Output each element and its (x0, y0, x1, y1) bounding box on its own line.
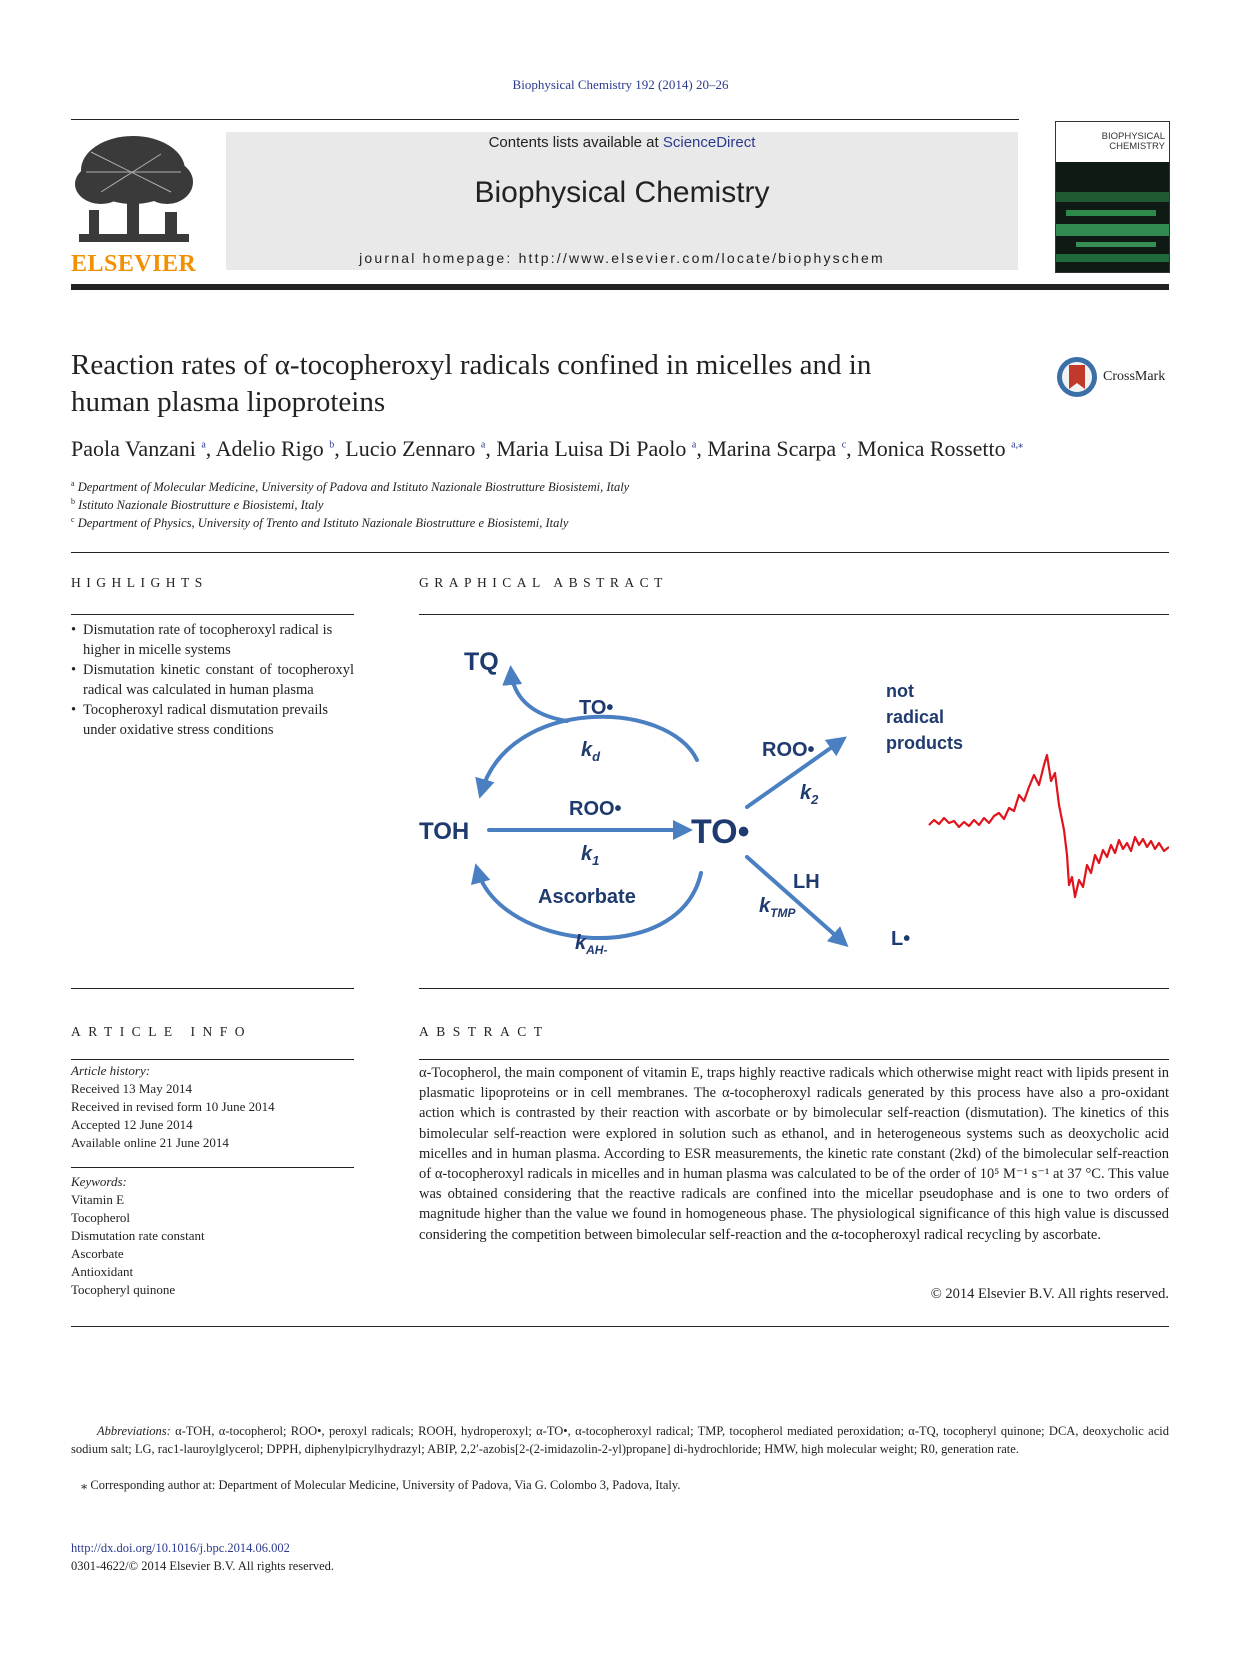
keyword: Tocopheryl quinone (71, 1282, 176, 1297)
author[interactable]: Monica Rossetto $^{a,⁎}$ (857, 436, 1024, 461)
author[interactable]: Marina Scarpa $^c$ (707, 436, 847, 461)
author[interactable]: Adelio Rigo $^b$ (215, 436, 335, 461)
label-to-main: TO• (691, 813, 750, 851)
highlights-heading: HIGHLIGHTS (71, 575, 208, 590)
affiliation: $^b$ Istituto Nazionale Biostrutture e Biosistemi, Italy (71, 496, 324, 512)
graphical-abstract-bottom-rule (419, 988, 1169, 989)
label-kd: $k_d$ (581, 739, 601, 764)
crossmark-badge[interactable]: CrossMark (1055, 355, 1175, 401)
article-info-heading: ARTICLE INFO (71, 1024, 253, 1039)
esr-spectrum (929, 755, 1169, 897)
author-list: Paola Vanzani $^a$, Adelio Rigo $^b$, Lucio Zennaro $^a$, Maria Luisa Di Paolo $^a$, Marina Scarpa $^c$, Monica Rossetto $^{a,⁎}$ (71, 436, 1024, 461)
label-ktmp: $k_{TMP}$ (759, 895, 796, 920)
elsevier-logo[interactable] (71, 132, 197, 277)
label-roo-right: ROO• (762, 739, 815, 761)
abstract-copyright: © 2014 Elsevier B.V. All rights reserved. (930, 1286, 1169, 1302)
article-history (71, 1062, 354, 1152)
keywords-label: Keywords: (71, 1174, 127, 1189)
history-item: Received 13 May 2014 (71, 1081, 192, 1096)
cover-title: BIOPHYSICAL CHEMISTRY (1101, 131, 1165, 152)
label-k1: $k_1$ (581, 843, 600, 868)
author[interactable]: Maria Luisa Di Paolo $^a$ (496, 436, 697, 461)
journal-masthead (226, 132, 1018, 270)
keywords-rule (71, 1167, 354, 1168)
corresponding-author-footnote: ⁎ Corresponding author at: Department of Molecular Medicine, University of Padova, Via G. Colombo 3, Padova, Italy. (81, 1478, 681, 1492)
author[interactable]: Paola Vanzani $^a$ (71, 436, 206, 461)
history-item: Received in revised form 10 June 2014 (71, 1099, 275, 1114)
label-l-radical: L• (891, 928, 911, 950)
elsevier-tree-icon (71, 132, 197, 250)
history-item: Accepted 12 June 2014 (71, 1117, 193, 1132)
keyword: Vitamin E (71, 1192, 125, 1207)
label-k2: $k_2$ (800, 782, 819, 807)
section-rule (71, 552, 1169, 553)
affiliations (71, 478, 1071, 532)
highlights-bottom-rule (71, 988, 354, 989)
front-matter-bottom-rule (71, 1326, 1169, 1327)
abstract-body: α-Tocopherol, the main component of vitamin E, traps highly reactive radicals which otherwise might react with lipids present in plasmatic lipoproteins or in cell membranes. The α-tocopheroxyl radicals generated by this process have also a pro-oxidant action which is contrasted by their reaction with ascorbate or by bimolecular self-reaction (dismutation). The kinetics of this bimolecular self-reaction were explored in solution such as ethanol, and in heterogeneous systems such as deoxycholic acid micelles and in human plasma. According to ESR measurements, the kinetic rate constant (2kd) of the bimolecular self-reaction of α-tocopheroxyl radicals in micelles and in human plasma was calculated to be of the order of 10⁵ M⁻¹ s⁻¹ at 37 °C. This value was obtained considering that the reactive radicals are confined into the micellar pseudophase and is one to two orders of magnitude higher than the value we found in homogeneous phase. The physiological significance of this high value is discussed considering the competition between bimolecular self-reaction and the α-tocopheroxyl radical recycling by ascorbate. (419, 1065, 1169, 1243)
keyword: Ascorbate (71, 1246, 124, 1261)
graphical-abstract-diagram (419, 625, 1169, 980)
journal-reference[interactable]: Biophysical Chemistry 192 (2014) 20–26 (512, 77, 729, 92)
label-not: not (886, 681, 914, 701)
label-products: products (886, 733, 964, 753)
highlights-rule (71, 614, 354, 615)
abstract-rule (419, 1059, 1169, 1060)
highlight-item: • Tocopheroxyl radical dismutation prevails under oxidative stress conditions (71, 700, 354, 740)
label-tq: TQ (464, 648, 499, 676)
keyword: Antioxidant (71, 1264, 134, 1279)
history-item: Available online 21 June 2014 (71, 1135, 229, 1150)
header-top-rule (71, 119, 1019, 120)
doi-link[interactable]: http://dx.doi.org/10.1016/j.bpc.2014.06.002 (71, 1541, 290, 1555)
header-thick-rule (71, 284, 1169, 290)
affiliation: $^c$ Department of Physics, University of Trento and Istituto Nazionale Biostrutture e Biosistemi, Italy (71, 514, 569, 530)
crossmark-icon (1055, 355, 1099, 399)
label-roo-mid: ROO• (569, 798, 622, 820)
label-ascorbate: Ascorbate (538, 886, 636, 908)
journal-homepage[interactable]: journal homepage: http://www.elsevier.com/locate/biophyschem (359, 250, 885, 266)
graphical-abstract-heading: GRAPHICAL ABSTRACT (419, 575, 668, 590)
label-toh: TOH (419, 818, 470, 845)
article-info-rule (71, 1059, 354, 1060)
abstract-heading: ABSTRACT (419, 1024, 550, 1039)
journal-title: Biophysical Chemistry (474, 176, 770, 209)
keywords (71, 1173, 354, 1299)
sciencedirect-link[interactable]: ScienceDirect (662, 134, 756, 151)
elsevier-wordmark: ELSEVIER (71, 251, 197, 277)
journal-cover[interactable] (1055, 121, 1170, 273)
contents-line: Contents lists available at ScienceDirect (488, 134, 756, 151)
issn-line: 0301-4622/© 2014 Elsevier B.V. All rights reserved. (71, 1559, 335, 1573)
abbreviations-footnote: Abbreviations: α-TOH, α-tocopherol; ROO•, peroxyl radicals; ROOH, hydroperoxyl; α-TO•, α-tocopheroxyl radical; TMP, tocopherol mediated peroxidation; α-TQ, tocopheryl quinone; DCA, deoxycholic acid sodium salt; LG, rac1-lauroylglycerol; DPPH, diphenylpicrylhydrazyl; ABIP, 2,2′-azobis[2-(2-imidazolin-2-yl)propane] di-hydrochloride; HMW, high molecular weight; R0, generation rate. (71, 1424, 1169, 1456)
history-label: Article history: (71, 1063, 151, 1078)
affiliation: $^a$ Department of Molecular Medicine, University of Padova and Istituto Nazionale Biostrutture Biosistemi, Italy (71, 478, 630, 494)
highlight-item: • Dismutation rate of tocopheroxyl radical is higher in micelle systems (71, 620, 354, 660)
keyword: Dismutation rate constant (71, 1228, 205, 1243)
article-title: Reaction rates of α-tocopheroxyl radicals confined in micelles and in human plasma lipoproteins (71, 349, 872, 418)
label-lh: LH (793, 871, 820, 893)
keyword: Tocopherol (71, 1210, 131, 1225)
highlights-list (71, 620, 354, 740)
arc-to-tq (511, 671, 567, 721)
highlight-item: • Dismutation kinetic constant of tocopheroxyl radical was calculated in human plasma (71, 660, 354, 700)
author[interactable]: Lucio Zennaro $^a$ (345, 436, 486, 461)
label-to-top: TO• (579, 697, 614, 719)
graphical-abstract-rule (419, 614, 1169, 615)
cover-artwork (1056, 162, 1169, 272)
label-kah: $k_{AH-}$ (575, 932, 608, 957)
label-radical: radical (886, 707, 945, 727)
